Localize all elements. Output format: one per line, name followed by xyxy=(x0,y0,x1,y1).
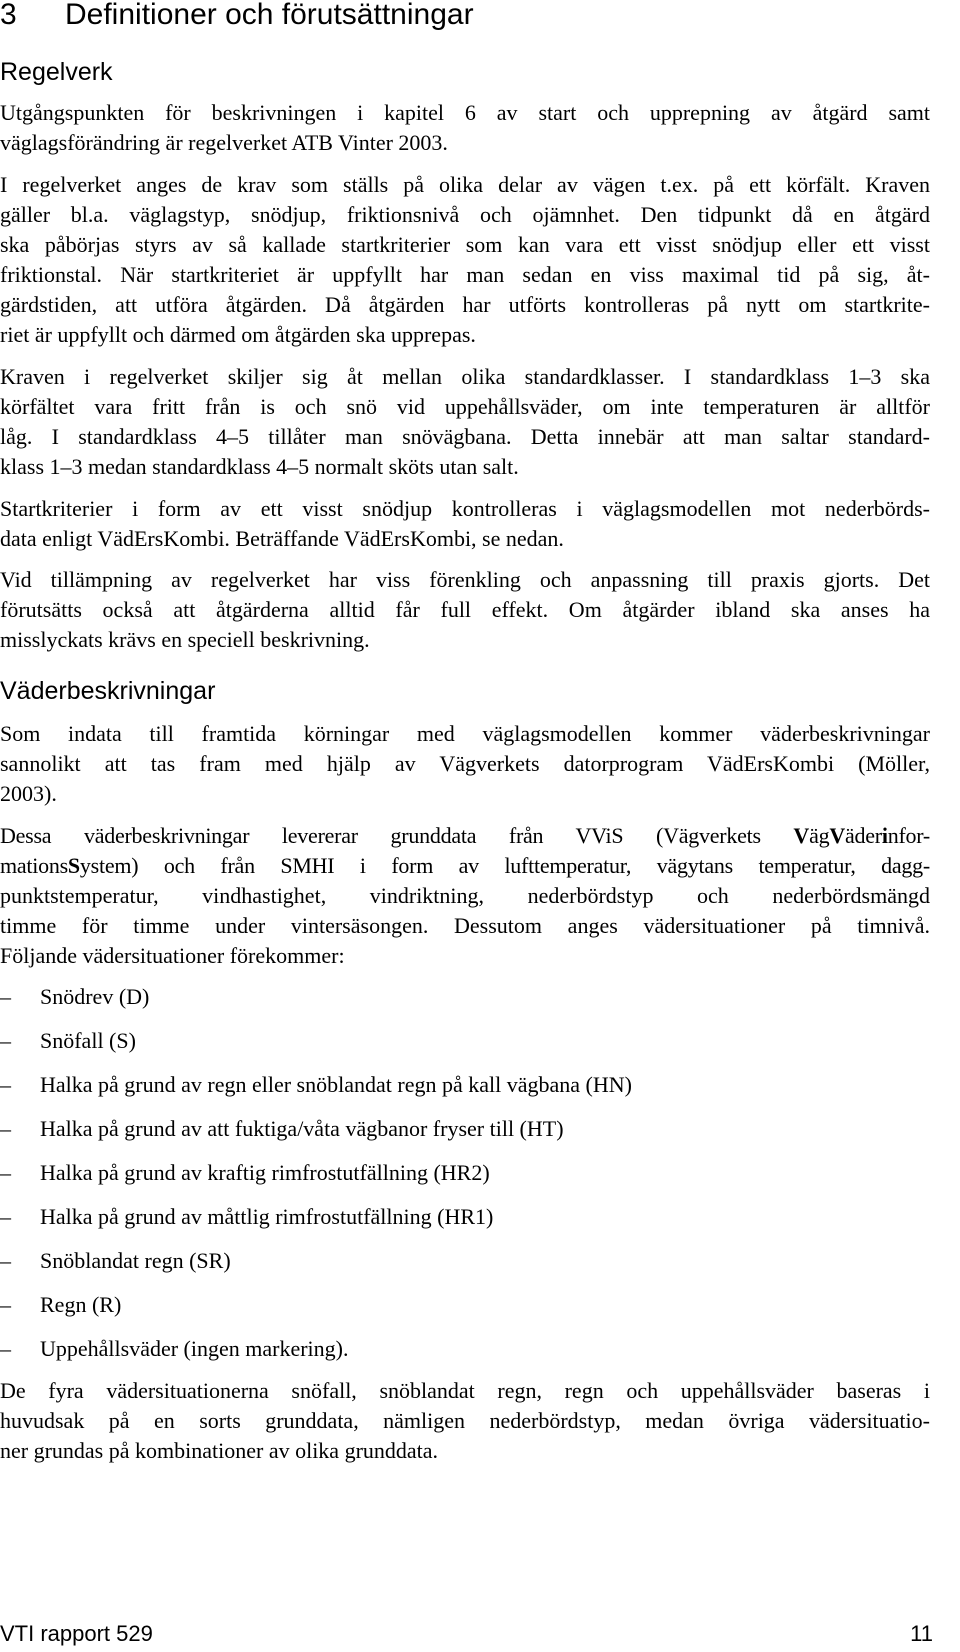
list-item xyxy=(0,1158,490,1188)
dash-marker: – xyxy=(0,984,11,1009)
text-line: låg. I standardklass 4–5 tillåter man snövägbana. Detta innebär att man saltar standard- xyxy=(0,424,930,449)
list-item xyxy=(0,1246,231,1276)
text-line: Kraven i regelverket skiljer sig åt mellan olika standardklasser. I standardklass 1–3 ska xyxy=(0,364,930,389)
list-item-text: Halka på grund av att fuktiga/våta vägbanor fryser till (HT) xyxy=(40,1116,564,1141)
list-item-text: Halka på grund av regn eller snöblandat regn på kall vägbana (HN) xyxy=(40,1072,632,1097)
text-line: förutsätts också att åtgärderna alltid får full effekt. Om åtgärder ibland ska anses ha xyxy=(0,597,930,622)
list-item-text: Halka på grund av kraftig rimfrostutfällning (HR2) xyxy=(40,1160,490,1185)
list-item xyxy=(0,982,149,1012)
text-line: Startkriterier i form av ett visst snödjup kontrolleras i väglagsmodellen mot nederbörds- xyxy=(0,496,930,521)
text-line: ner grundas på kombinationer av olika grunddata. xyxy=(0,1438,439,1463)
list-item-text: Snöfall (S) xyxy=(40,1028,136,1053)
chapter-title: Definitioner och förutsättningar xyxy=(65,0,474,31)
text-line xyxy=(0,851,930,881)
text-line: misslyckats krävs en speciell beskrivning. xyxy=(0,627,370,652)
text-line: 2003). xyxy=(0,781,57,806)
dash-marker: – xyxy=(0,1116,11,1141)
text-line: De fyra vädersituationerna snöfall, snöblandat regn, regn och uppehållsväder baseras i xyxy=(0,1378,930,1403)
text-fragment: Dessa väderbeskrivningar levererar grunddata från VViS (Vägverkets xyxy=(0,823,794,848)
acronym-letter: V xyxy=(793,823,810,848)
list-item xyxy=(0,1202,493,1232)
text-line: klass 1–3 medan standardklass 4–5 normalt sköts utan salt. xyxy=(0,454,519,479)
paragraph-tillampning xyxy=(0,565,930,655)
list-item-text: Halka på grund av måttlig rimfrostutfällning (HR1) xyxy=(40,1204,494,1229)
text-fragment: äg xyxy=(809,823,830,848)
report-name: VTI rapport 529 xyxy=(0,1621,153,1646)
dash-marker: – xyxy=(0,1028,11,1053)
list-item-text: Uppehållsväder (ingen markering). xyxy=(40,1336,349,1361)
text-fragment: äder xyxy=(844,823,882,848)
text-line: Utgångspunkten för beskrivningen i kapitel 6 av start och upprepning av åtgärd samt xyxy=(0,100,930,125)
paragraph-startkriterier xyxy=(0,494,930,554)
dash-marker: – xyxy=(0,1292,11,1317)
chapter-number: 3 xyxy=(0,0,17,31)
list-item xyxy=(0,1334,349,1364)
dash-marker: – xyxy=(0,1072,11,1097)
text-fragment: mations xyxy=(0,853,68,878)
list-item xyxy=(0,1114,564,1144)
text-line: ska påbörjas styrs av så kallade startkriterier som kan vara ett visst snödjup eller ett visst xyxy=(0,232,930,257)
text-line: Som indata till framtida körningar med väglagsmodellen kommer väderbeskrivningar xyxy=(0,721,930,746)
list-item xyxy=(0,1026,136,1056)
dash-marker: – xyxy=(0,1160,11,1185)
section-heading-vaderbeskrivningar: Väderbeskrivningar xyxy=(0,677,216,705)
text-line: sannolikt att tas fram med hjälp av Vägverkets datorprogram VädErsKombi (Möller, xyxy=(0,751,930,776)
chapter-heading xyxy=(0,0,474,30)
paragraph-indata xyxy=(0,719,930,809)
text-line: gärdstiden, att utföra åtgärden. Då åtgärden har utförts kontrolleras på nytt om startkrite- xyxy=(0,292,930,317)
acronym-letter: S xyxy=(67,853,80,878)
list-item-text: Regn (R) xyxy=(40,1292,122,1317)
text-fragment: ystem) och från SMHI i form av lufttemperatur, vägytans temperatur, dagg- xyxy=(79,853,930,878)
paragraph-regelverket-krav xyxy=(0,170,930,350)
text-line: punktstemperatur, vindhastighet, vindriktning, nederbördstyp och nederbördsmängd xyxy=(0,883,930,908)
dash-marker: – xyxy=(0,1336,11,1361)
paragraph-utgangspunkten xyxy=(0,98,930,158)
text-line: Följande vädersituationer förekommer: xyxy=(0,943,345,968)
text-line: data enligt VädErsKombi. Beträffande VädErsKombi, se nedan. xyxy=(0,526,564,551)
text-line xyxy=(0,821,930,851)
acronym-letter: i xyxy=(881,823,888,848)
dash-marker: – xyxy=(0,1204,11,1229)
text-line: körfältet vara fritt från is och snö vid uppehållsväder, om inte temperaturen är alltför xyxy=(0,394,930,419)
text-line: gäller bl.a. väglagstyp, snödjup, friktionsnivå och ojämnhet. Den tidpunkt då en åtgärd xyxy=(0,202,930,227)
acronym-letter: V xyxy=(829,823,845,848)
list-item xyxy=(0,1290,121,1320)
page-number: 11 xyxy=(910,1621,933,1646)
text-line: riet är uppfyllt och därmed om åtgärden ska upprepas. xyxy=(0,322,476,347)
text-line: Vid tillämpning av regelverket har viss förenkling och anpassning till praxis gjorts. Det xyxy=(0,567,930,592)
paragraph-fyra-vadersituationer xyxy=(0,1376,930,1466)
text-fragment: nfor- xyxy=(887,823,930,848)
list-item-text: Snödrev (D) xyxy=(40,984,150,1009)
paragraph-standardklasser xyxy=(0,362,930,482)
page-footer xyxy=(0,1620,933,1648)
text-line: timme för timme under vintersäsongen. Dessutom anges vädersituationer på timnivå. xyxy=(0,913,930,938)
text-line: väglagsförändring är regelverket ATB Vinter 2003. xyxy=(0,130,448,155)
paragraph-grunddata xyxy=(0,821,930,971)
text-line: friktionstal. När startkriteriet är uppfyllt har man sedan en viss maximal tid på sig, åt- xyxy=(0,262,930,287)
text-line: I regelverket anges de krav som ställs på olika delar av vägen t.ex. på ett körfält. Kraven xyxy=(0,172,930,197)
list-item-text: Snöblandat regn (SR) xyxy=(40,1248,231,1273)
text-line: huvudsak på en sorts grunddata, nämligen nederbördstyp, medan övriga vädersituatio- xyxy=(0,1408,930,1433)
section-heading-regelverk: Regelverk xyxy=(0,58,113,86)
list-item xyxy=(0,1070,632,1100)
dash-marker: – xyxy=(0,1248,11,1273)
